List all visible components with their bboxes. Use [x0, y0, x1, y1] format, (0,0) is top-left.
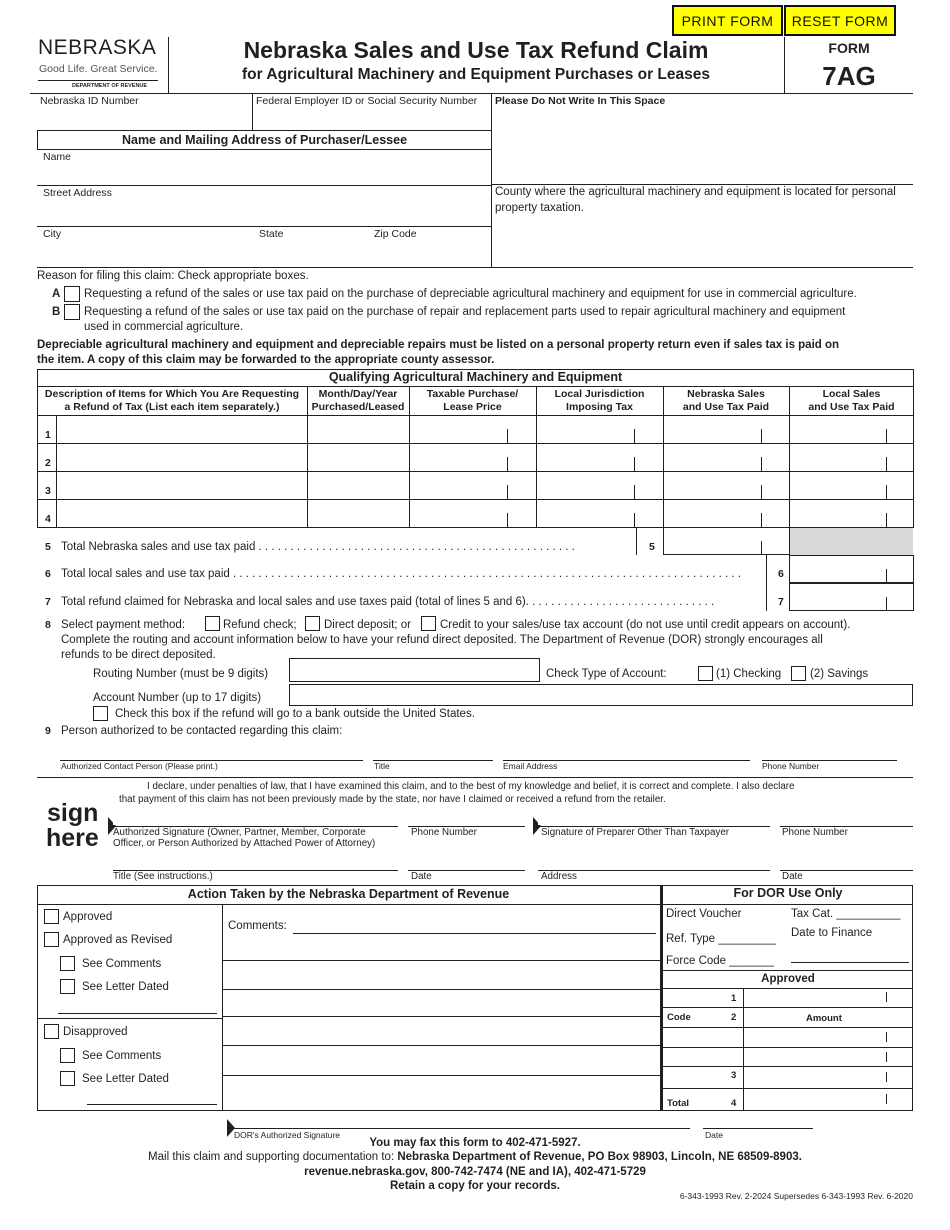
- authorized-signature-label-2: Officer, or Person Authorized by Attached Power of Attorney): [113, 838, 376, 849]
- row-number: 1: [45, 429, 51, 441]
- line-7-box-number: 7: [778, 596, 784, 608]
- disapproved-label: Disapproved: [63, 1026, 128, 1038]
- col-header-local-tax: Local Sales and Use Tax Paid: [808, 388, 895, 413]
- credit-label: Credit to your sales/use tax account (do not use until credit appears on account).: [440, 619, 851, 631]
- contact-email-label: Email Address: [503, 761, 558, 771]
- row-number: 3: [45, 485, 51, 497]
- fein-label: Federal Employer ID or Social Security Number: [256, 95, 478, 107]
- fax-text: You may fax this form to 402-471-5927.: [369, 1137, 581, 1149]
- street-input[interactable]: [38, 200, 490, 225]
- line-5-number: 5: [45, 541, 51, 553]
- row-number: 4: [45, 513, 51, 525]
- logo-name: NEBRASKA: [38, 36, 157, 59]
- city-state-zip-input[interactable]: [38, 242, 490, 266]
- col-header-price: Taxable Purchase/ Lease Price: [426, 388, 519, 413]
- row-number: 2: [45, 457, 51, 469]
- line-5-label: Total Nebraska sales and use tax paid . . . . . . . . . . . . . . . . . . . . . . . . . . . . . . . . . . . . . . . . . . . . . . . . . .: [61, 541, 575, 553]
- reason-b-letter: B: [52, 306, 61, 318]
- contact-phone-label: Phone Number: [762, 761, 820, 771]
- col-header-date: Month/Day/Year Purchased/Leased: [311, 388, 405, 413]
- approved-checkbox[interactable]: [44, 909, 59, 924]
- name-label: Name: [43, 151, 72, 163]
- reset-form-button[interactable]: RESET FORM: [784, 5, 896, 36]
- sign-label: sign: [47, 799, 99, 827]
- signer-date-label: Date: [411, 871, 432, 882]
- form-title: Nebraska Sales and Use Tax Refund Claim: [243, 37, 709, 63]
- authorized-signature-input[interactable]: [113, 806, 398, 825]
- authorized-signature-label: Authorized Signature (Owner, Partner, Member, Corporate: [113, 827, 366, 838]
- contact-text: revenue.nebraska.gov, 800-742-7474 (NE and IA), 402-471-5729: [304, 1166, 646, 1178]
- reason-intro: Reason for filing this claim: Check appropriate boxes.: [37, 270, 309, 282]
- checking-label: (1) Checking: [716, 668, 782, 680]
- dor-approved-label: Approved: [761, 973, 815, 985]
- direct-deposit-checkbox[interactable]: [305, 616, 320, 631]
- preparer-phone-input[interactable]: [780, 806, 913, 825]
- outside-us-label: Check this box if the refund will go to a bank outside the United States.: [115, 708, 475, 720]
- credit-checkbox[interactable]: [421, 616, 436, 631]
- reason-b-checkbox[interactable]: [64, 304, 80, 320]
- dor-row-1: 1: [731, 993, 737, 1004]
- declaration: I declare, under penalties of law, that I have examined this claim, and to the best of my knowledge and belief, it is correct and complete. I also declare: [147, 781, 795, 792]
- col-header-jurisdiction: Local Jurisdiction Imposing Tax: [554, 388, 645, 413]
- line-5-box-number: 5: [649, 541, 655, 553]
- county-label-2: property taxation.: [495, 202, 584, 214]
- reason-b-text: Requesting a refund of the sales or use tax paid on the purchase of repair and replacement parts used to repair agricultural machinery and equipment: [84, 306, 846, 318]
- line-9-number: 9: [45, 725, 51, 737]
- do-not-write-label: Please Do Not Write In This Space: [495, 95, 666, 107]
- see-letter-2-label: See Letter Dated: [82, 1073, 169, 1085]
- line-6-box-number: 6: [778, 568, 784, 580]
- signer-title-label: Title (See instructions.): [113, 871, 213, 882]
- see-letter-checkbox[interactable]: [60, 979, 75, 994]
- ref-type-label: Ref. Type _________: [666, 933, 776, 945]
- direct-voucher-label: Direct Voucher: [666, 908, 742, 920]
- line-8-number: 8: [45, 619, 51, 631]
- col-header-ne-tax: Nebraska Sales and Use Tax Paid: [682, 388, 770, 413]
- mail-text: [0, 1151, 950, 1164]
- reason-a-checkbox[interactable]: [64, 286, 80, 302]
- preparer-address-input[interactable]: [538, 852, 770, 869]
- routing-label: Routing Number (must be 9 digits): [93, 668, 269, 680]
- logo-tagline: Good Life. Great Service.: [39, 63, 158, 75]
- nebraska-id-label: Nebraska ID Number: [40, 95, 139, 107]
- mail-prefix: Mail this claim and supporting documentation to:: [148, 1151, 398, 1163]
- line-6-input[interactable]: [789, 555, 914, 583]
- reason-b-text-2: used in commercial agriculture.: [84, 321, 244, 333]
- contact-label: Person authorized to be contacted regarding this claim:: [61, 725, 343, 737]
- notice-text: Depreciable agricultural machinery and equipment and depreciable repairs must be listed on a personal property return even if sales tax is paid on: [37, 339, 840, 351]
- approved-revised-label: Approved as Revised: [63, 934, 173, 946]
- notice-text-2: the item. A copy of this claim may be forwarded to the appropriate county assessor.: [37, 354, 495, 366]
- dor-signature-label: DOR's Authorized Signature: [234, 1130, 341, 1140]
- line-7-label: Total refund claimed for Nebraska and local sales and use taxes paid (total of lines 5 and 6). . . . . . . . . . . . . . . . . . . . . . . . . . . . . .: [61, 596, 715, 608]
- check-type-label: Check Type of Account:: [546, 668, 667, 680]
- dor-row-2: 2: [731, 1012, 737, 1023]
- form-label: FORM: [828, 40, 870, 56]
- address-heading: Name and Mailing Address of Purchaser/Lessee: [121, 133, 408, 147]
- tax-cat-label: Tax Cat. __________: [791, 908, 901, 920]
- approved-revised-checkbox[interactable]: [44, 932, 59, 947]
- print-form-button[interactable]: PRINT FORM: [672, 5, 783, 36]
- force-code-label: Force Code _______: [666, 955, 775, 967]
- county-input[interactable]: [600, 218, 911, 265]
- preparer-phone-label: Phone Number: [782, 827, 848, 838]
- contact-person-label: Authorized Contact Person (Please print.): [61, 761, 218, 771]
- line-7-number: 7: [45, 596, 51, 608]
- retain-text: Retain a copy for your records.: [390, 1180, 560, 1192]
- col-header-description: Description of Items for Which You Are Requesting a Refund of Tax (List each item separately.): [44, 388, 300, 413]
- street-label: Street Address: [43, 187, 112, 199]
- preparer-date-input[interactable]: [780, 852, 913, 869]
- reason-a-letter: A: [52, 288, 61, 300]
- reason-a-text: Requesting a refund of the sales or use tax paid on the purchase of depreciable agricultural machinery and equipment for use in commercial agriculture.: [84, 288, 857, 300]
- form-subtitle: for Agricultural Machinery and Equipment Purchases or Leases: [242, 66, 710, 83]
- refund-check-label: Refund check;: [223, 619, 297, 631]
- checking-checkbox[interactable]: [698, 666, 713, 681]
- action-heading: Action Taken by the Nebraska Department of Revenue: [187, 887, 510, 901]
- preparer-signature-input[interactable]: [538, 806, 770, 825]
- mail-address: Nebraska Department of Revenue, PO Box 98903, Lincoln, NE 68509-8903.: [397, 1151, 802, 1163]
- contact-title-input[interactable]: [373, 742, 493, 759]
- line-6-number: 6: [45, 568, 51, 580]
- dor-row-3: 3: [731, 1070, 737, 1081]
- comments-input[interactable]: [223, 906, 659, 1109]
- revision-text: 6-343-1993 Rev. 2-2024 Supersedes 6-343-1993 Rev. 6-2020: [679, 1191, 913, 1201]
- see-comments-label: See Comments: [82, 958, 162, 970]
- dor-amount-label: Amount: [806, 1013, 842, 1024]
- table-title: Qualifying Agricultural Machinery and Equipment: [328, 370, 623, 384]
- contact-person-input[interactable]: [60, 742, 363, 759]
- contact-email-input[interactable]: [503, 742, 750, 759]
- see-comments-2-checkbox[interactable]: [60, 1048, 75, 1063]
- dor-code-label: Code: [667, 1012, 691, 1023]
- signer-title-input[interactable]: [113, 852, 398, 869]
- logo-dept: DEPARTMENT OF REVENUE: [72, 83, 148, 89]
- outside-us-checkbox[interactable]: [93, 706, 108, 721]
- line-5-shaded: [790, 528, 913, 555]
- see-comments-2-label: See Comments: [82, 1050, 162, 1062]
- signer-date-input[interactable]: [408, 852, 525, 869]
- account-label: Account Number (up to 17 digits): [93, 692, 262, 704]
- routing-number-input[interactable]: [289, 658, 540, 682]
- name-input[interactable]: [38, 163, 490, 184]
- dor-row-4: 4: [731, 1098, 737, 1109]
- see-letter-2-checkbox[interactable]: [60, 1071, 75, 1086]
- see-letter-label: See Letter Dated: [82, 981, 169, 993]
- date-finance-label: Date to Finance: [791, 927, 873, 939]
- signer-phone-input[interactable]: [408, 806, 525, 825]
- zip-label: Zip Code: [374, 228, 417, 240]
- dor-heading: For DOR Use Only: [733, 886, 843, 900]
- savings-label: (2) Savings: [810, 668, 869, 680]
- contact-phone-input[interactable]: [762, 742, 897, 759]
- preparer-signature-label: Signature of Preparer Other Than Taxpayer: [541, 827, 730, 838]
- savings-checkbox[interactable]: [791, 666, 806, 681]
- deposit-info-2: refunds to be direct deposited.: [61, 649, 216, 661]
- preparer-address-label: Address: [541, 871, 577, 882]
- county-label: County where the agricultural machinery and equipment is located for personal: [495, 186, 896, 198]
- signer-phone-label: Phone Number: [411, 827, 477, 838]
- account-number-input[interactable]: [289, 684, 913, 706]
- payment-label: Select payment method:: [61, 619, 186, 631]
- line-6-label: Total local sales and use tax paid . . . . . . . . . . . . . . . . . . . . . . . . . . . . . . . . . . . . . . . . . . . . . . . . . . . . . . . . . . . . . . . . . . . . . . . . . . . . . . . .: [61, 568, 741, 580]
- approved-label: Approved: [63, 911, 113, 923]
- deposit-info: Complete the routing and account information below to have your refund direct deposited. The Department of Revenue (DOR) strongly encourages all: [61, 634, 823, 646]
- nebraska-id-input[interactable]: [37, 108, 251, 129]
- disapproved-checkbox[interactable]: [44, 1024, 59, 1039]
- dor-total-label: Total: [667, 1098, 689, 1109]
- see-comments-checkbox[interactable]: [60, 956, 75, 971]
- refund-check-checkbox[interactable]: [205, 616, 220, 631]
- line-7-input[interactable]: [789, 583, 914, 611]
- comments-label: Comments:: [228, 920, 287, 932]
- fein-input[interactable]: [254, 108, 489, 129]
- state-label: State: [259, 228, 284, 240]
- declaration-2: that payment of this claim has not been previously made by the state, nor have I claimed or received a refund from the retailer.: [119, 794, 666, 805]
- dor-date-label: Date: [705, 1130, 723, 1140]
- city-label: City: [43, 228, 62, 240]
- contact-title-label: Title: [374, 761, 390, 771]
- line-5-input[interactable]: [663, 527, 790, 555]
- preparer-date-label: Date: [782, 871, 803, 882]
- here-label: here: [46, 824, 99, 852]
- direct-deposit-label: Direct deposit; or: [324, 619, 411, 631]
- form-number: 7AG: [822, 61, 876, 91]
